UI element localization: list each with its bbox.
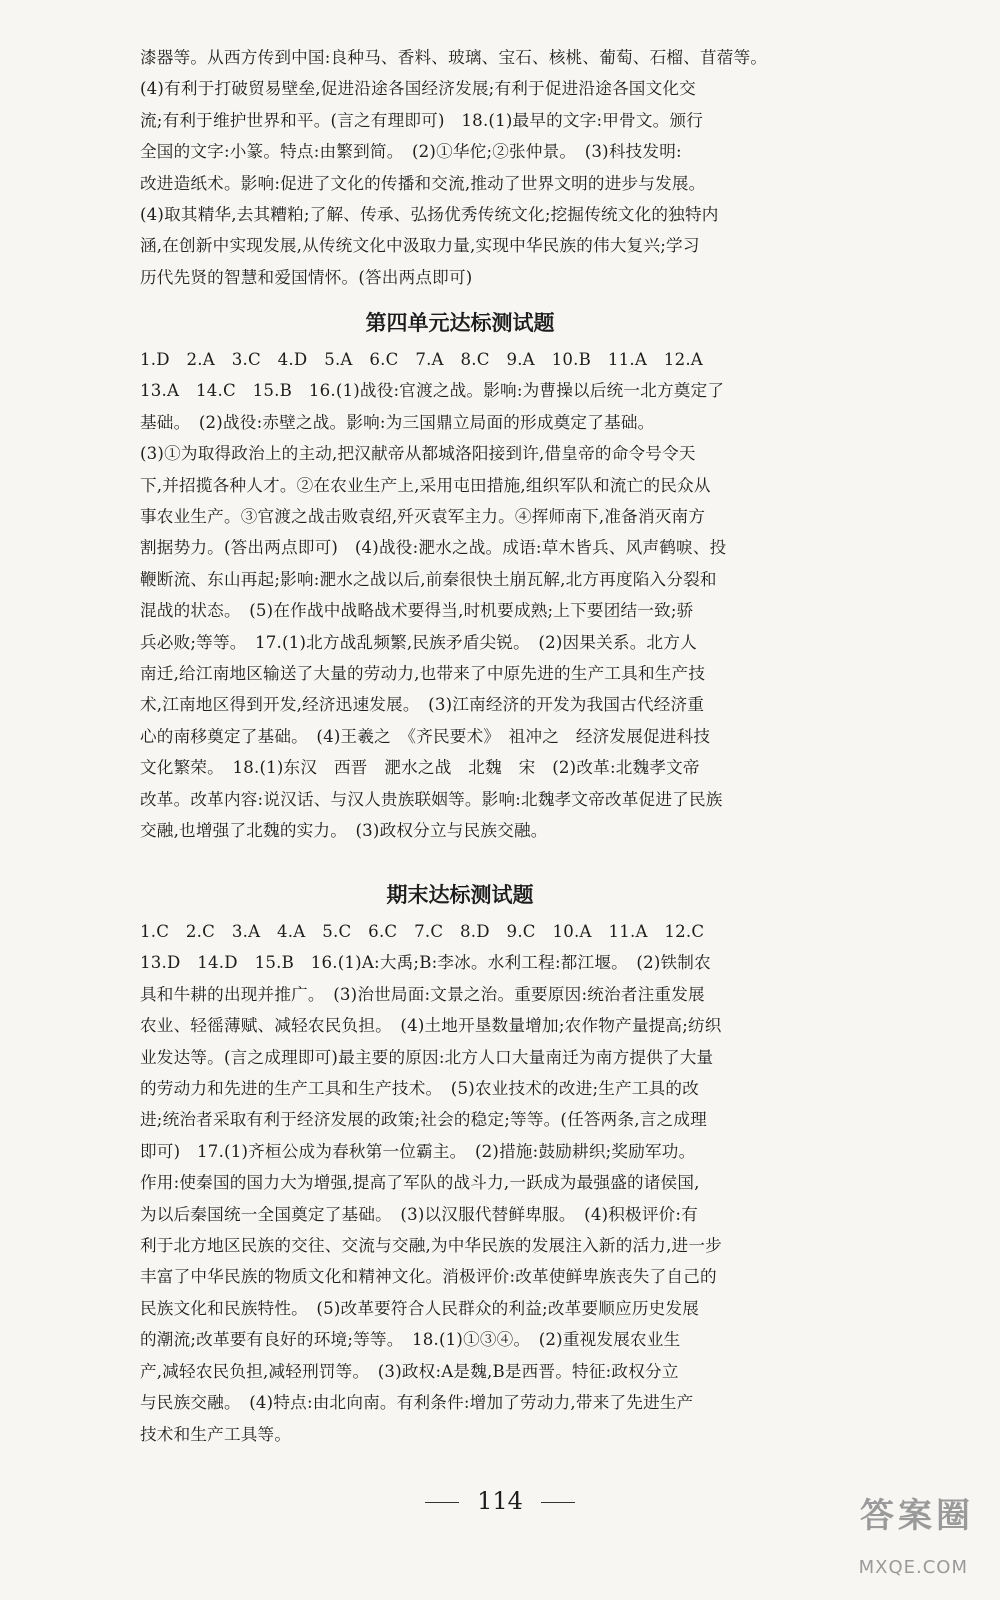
answer-block-unit4 [140,344,780,847]
text-line: 农业、轻徭薄赋、减轻农民负担。 (4)土地开垦数量增加;农作物产量提高;纺织 [140,1016,722,1036]
watermark-url: MXQE.COM [858,1557,968,1578]
text-line: 下,并招揽各种人才。②在农业生产上,采用屯田措施,组织军队和流亡的民众从 [140,475,711,495]
text-line: 全国的文字:小篆。特点:由繁到简。 (2)①华佗;②张仲景。 (3)科技发明: [140,142,682,162]
page-number-right-dash [541,1502,575,1503]
text-line: 技术和生产工具等。 [140,1424,292,1444]
text-line: 文化繁荣。 18.(1)东汉 西晋 淝水之战 北魏 宋 (2)改革:北魏孝文帝 [140,758,700,778]
text-line: 与民族交融。 (4)特点:由北向南。有利条件:增加了劳动力,带来了先进生产 [140,1393,694,1413]
text-line: 具和牛耕的出现并推广。 (3)治世局面:文景之治。重要原因:统治者注重发展 [140,984,705,1004]
text-line: 交融,也增强了北魏的实力。 (3)政权分立与民族交融。 [140,821,548,841]
text-line: 流;有利于维护世界和平。(言之有理即可) 18.(1)最早的文字:甲骨文。颁行 [140,110,704,130]
answer-block-final [140,916,780,1450]
text-line: (4)取其精华,去其糟粕;了解、传承、弘扬优秀传统文化;挖掘传统文化的独特内 [140,205,719,225]
text-line: 为以后秦国统一全国奠定了基础。 (3)以汉服代替鲜卑服。 (4)积极评价:有 [140,1204,699,1224]
text-line: 进;统治者采取有利于经济发展的政策;社会的稳定;等等。(任答两条,言之成理 [140,1110,707,1130]
text-line: 1.D 2.A 3.C 4.D 5.A 6.C 7.A 8.C 9.A 10.B 11.A 12.A [140,350,703,369]
watermark-logo [804,1488,974,1580]
text-line: 的潮流;改革要有良好的环境;等等。 18.(1)①③④。 (2)重视发展农业生 [140,1330,681,1350]
text-line: 漆器等。从西方传到中国:良种马、香料、玻璃、宝石、核桃、葡萄、石榴、苜蓿等。 [140,48,768,67]
text-line: (4)有利于打破贸易壁垒,促进沿途各国经济发展;有利于促进沿途各国文化交 [140,79,696,99]
text-line: 13.D 14.D 15.B 16.(1)A:大禹;B:李冰。水利工程:都江堰。 (2)铁制农 [140,953,711,973]
watermark-logo-text: 答案圈 [860,1496,974,1536]
text-line: 的劳动力和先进的生产工具和生产技术。 (5)农业技术的改进;生产工具的改 [140,1079,699,1099]
text-line: 作用:使秦国的国力大为增强,提高了军队的战斗力,一跃成为最强盛的诸侯国, [140,1173,700,1193]
text-line: 心的南移奠定了基础。 (4)王羲之 《齐民要术》 祖冲之 经济发展促进科技 [140,726,711,746]
answer-block-unit3-end [140,42,780,293]
text-line: 基础。 (2)战役:赤壁之战。影响:为三国鼎立局面的形成奠定了基础。 [140,412,655,432]
text-line: 利于北方地区民族的交往、交流与交融,为中华民族的发展注入新的活力,进一步 [140,1236,722,1256]
text-line: 1.C 2.C 3.A 4.A 5.C 6.C 7.C 8.D 9.C 10.A 11.A 12.C [140,922,705,941]
text-line: 混战的状态。 (5)在作战中战略战术要得当,时机要成熟;上下要团结一致;骄 [140,601,694,621]
text-line: 鞭断流、东山再起;影响:淝水之战以后,前秦很快土崩瓦解,北方再度陷入分裂和 [140,569,717,589]
text-line: 术,江南地区得到开发,经济迅速发展。 (3)江南经济的开发为我国古代经济重 [140,695,705,715]
text-line: 即可) 17.(1)齐桓公成为春秋第一位霸主。 (2)措施:鼓励耕织;奖励军功。 [140,1141,696,1161]
text-line: 改进造纸术。影响:促进了文化的传播和交流,推动了世界文明的进步与发展。 [140,173,706,193]
text-line: 涵,在创新中实现发展,从传统文化中汲取力量,实现中华民族的伟大复兴;学习 [140,236,700,256]
text-line: 产,减轻农民负担,减轻刑罚等。 (3)政权:A是魏,B是西晋。特征:政权分立 [140,1361,679,1381]
text-line: 历代先贤的智慧和爱国情怀。(答出两点即可) [140,267,473,287]
text-line: 改革。改革内容:说汉话、与汉人贵族联姻等。影响:北魏孝文帝改革促进了民族 [140,789,723,809]
text-line: 丰富了中华民族的物质文化和精神文化。消极评价:改革使鲜卑族丧失了自己的 [140,1267,717,1287]
text-line: 割据势力。(答出两点即可) (4)战役:淝水之战。成语:草木皆兵、风声鹤唳、投 [140,538,727,558]
page-number-value: 114 [477,1487,523,1515]
text-line: 民族文化和民族特性。 (5)改革要符合人民群众的利益;改革要顺应历史发展 [140,1298,699,1318]
text-line: 兵必败;等等。 17.(1)北方战乱频繁,民族矛盾尖锐。 (2)因果关系。北方人 [140,632,697,652]
text-line: (3)①为取得政治上的主动,把汉献帝从都城洛阳接到许,借皇帝的命令号令天 [140,444,696,464]
section-heading-unit4: 第四单元达标测试题 [365,311,555,335]
text-line: 13.A 14.C 15.B 16.(1)战役:官渡之战。影响:为曹操以后统一北方奠定了 [140,381,725,401]
section-heading-final: 期末达标测试题 [386,883,534,907]
text-line: 事农业生产。③官渡之战击败袁绍,歼灭袁军主力。④挥师南下,准备消灭南方 [140,507,706,527]
text-line: 业发达等。(言之成理即可)最主要的原因:北方人口大量南迁为南方提供了大量 [140,1047,714,1067]
page-number-left-dash [425,1502,459,1503]
text-line: 南迁,给江南地区输送了大量的劳动力,也带来了中原先进的生产工具和生产技 [140,664,706,684]
